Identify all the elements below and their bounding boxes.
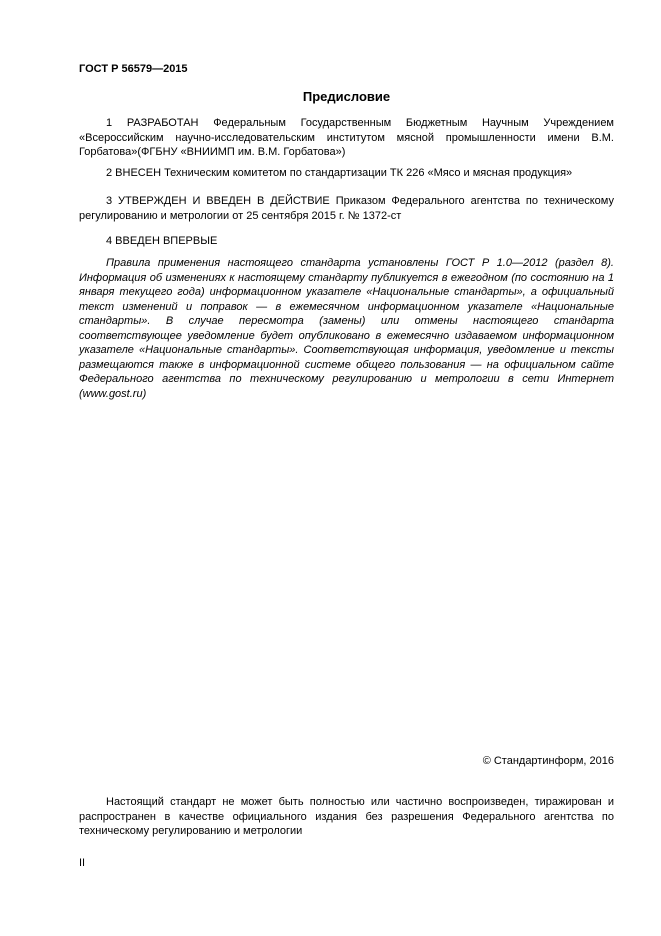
- preface-title: Предисловие: [302, 89, 391, 104]
- preface-item-text: 2 ВНЕСЕН Техническим комитетом по стандартизации ТК 226 «Мясо и мясная продукция»: [106, 167, 573, 179]
- document-code: ГОСТ Р 56579—2015: [79, 63, 188, 75]
- rules-note-text: Правила применения настоящего стандарта установлены ГОСТ Р 1.0—2012 (раздел 8). Информация об изменениях к настоящему стандарту публикуется в ежегодном (по состоянию на 1 января текущего года) информационном указателе «Национальные стандарты», а официальный текст изменений и поправок — в ежемесячном информационном указателе «Национальные стандарты». В случае пересмотра (замены) или отмены настоящего стандарта соответствующее уведомление будет опубликовано в ежемесячно издаваемом информационном указателе «Национальные стандарты». Соответствующая информация, уведомление и тексты размещаются также в информационной системе общего пользования — на официальном сайте Федерального агентства по техническому регулированию и метрологии в сети Интернет (www.gost.ru): [79, 257, 614, 400]
- copyright-line: © Стандартинформ, 2016: [482, 755, 614, 767]
- rules-note: [79, 256, 614, 401]
- preface-item-developed: [79, 116, 614, 160]
- reproduction-notice-text: Настоящий стандарт не может быть полностью или частично воспроизведен, тиражирован и распространен в качестве официального издания без разрешения Федерального агентства по техническому регулированию и метрологии: [79, 796, 614, 837]
- reproduction-notice: [79, 795, 614, 839]
- preface-item-approved: [79, 194, 614, 223]
- page-number: II: [79, 857, 86, 869]
- preface-item-text: 3 УТВЕРЖДЕН И ВВЕДЕН В ДЕЙСТВИЕ Приказом Федерального агентства по техническому регулированию и метрологии от 25 сентября 2015 г. № 1372-ст: [79, 195, 614, 222]
- preface-item-text: 4 ВВЕДЕН ВПЕРВЫЕ: [106, 235, 218, 247]
- preface-item-first-introduced: [79, 234, 614, 249]
- preface-item-text: 1 РАЗРАБОТАН Федеральным Государственным Бюджетным Научным Учреждением «Всероссийским научно-исследовательским институтом мясной промышленности имени В.М. Горбатова»(ФГБНУ «ВНИИМП им. В.М. Горбатова»): [79, 117, 614, 158]
- preface-item-introduced: [79, 166, 614, 181]
